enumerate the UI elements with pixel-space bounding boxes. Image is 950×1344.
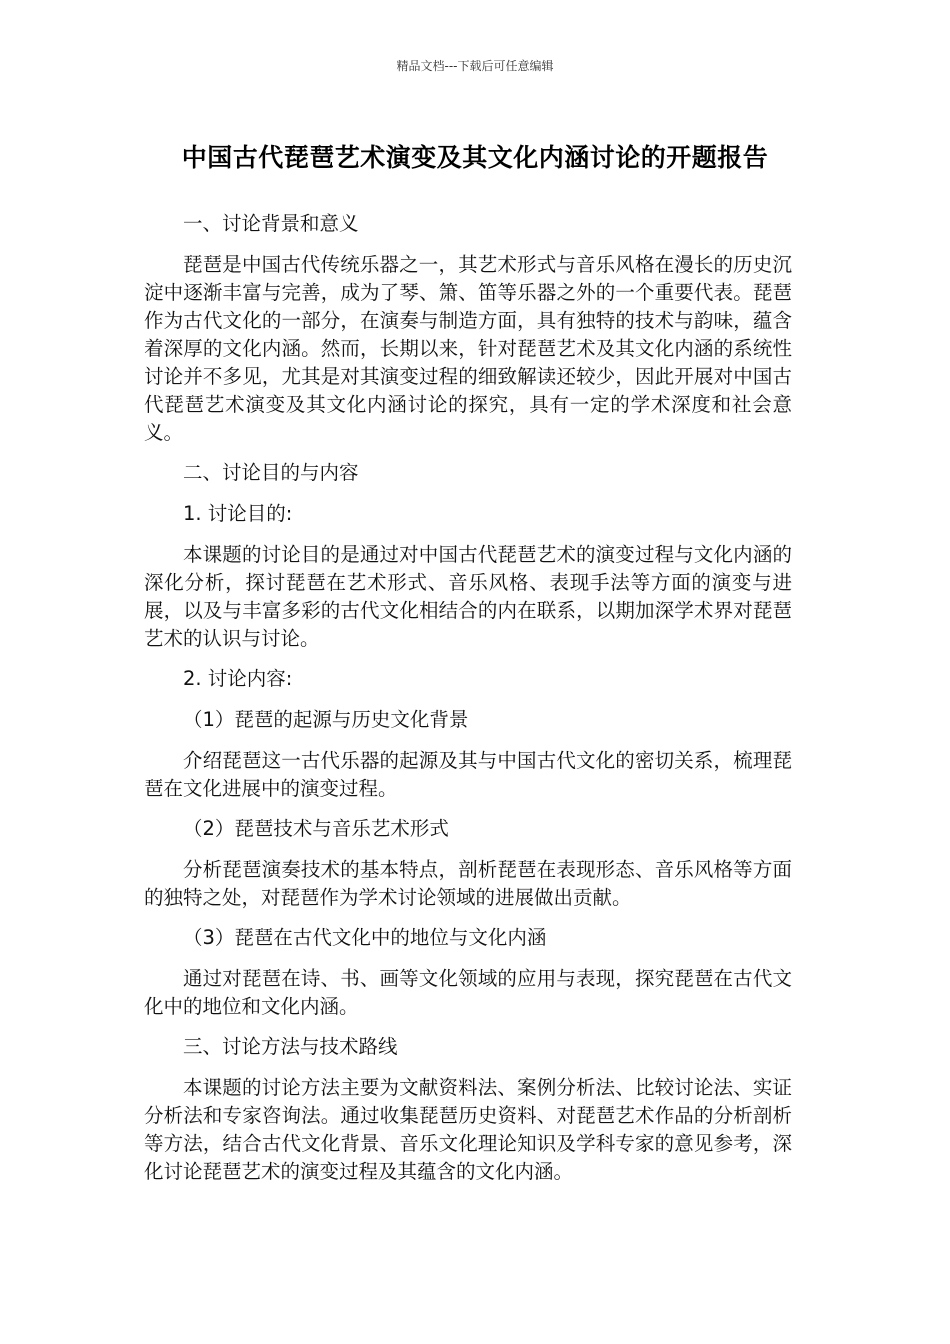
paragraph-status: 通过对琵琶在诗、书、画等文化领域的应用与表现，探究琵琶在古代文化中的地位和文化内涵。 — [144, 967, 792, 1018]
subheading-content: 2. 讨论内容: — [183, 667, 293, 690]
subheading-purpose: 1. 讨论目的: — [183, 502, 293, 525]
document-body — [144, 210, 792, 1186]
document-title: 中国古代琵琶艺术演变及其文化内涵讨论的开题报告 — [181, 143, 769, 172]
item-heading-origin: （1）琵琶的起源与历史文化背景 — [183, 708, 469, 731]
item-heading-status: （3）琵琶在古代文化中的地位与文化内涵 — [183, 926, 547, 949]
section-heading-methods: 三、讨论方法与技术路线 — [183, 1035, 398, 1058]
section-heading-background: 一、讨论背景和意义 — [183, 212, 359, 235]
section-heading-purpose-content: 二、讨论目的与内容 — [183, 461, 359, 484]
paragraph-methods: 本课题的讨论方法主要为文献资料法、案例分析法、比较讨论法、实证分析法和专家咨询法。通过收集琵琶历史资料、对琵琶艺术作品的分析剖析等方法，结合古代文化背景、音乐文化理论知识及学科专家的意见参考，深化讨论琵琶艺术的演变过程及其蕴含的文化内涵。 — [144, 1076, 792, 1183]
paragraph-technique: 分析琵琶演奏技术的基本特点，剖析琵琶在表现形态、音乐风格等方面的独特之处，对琵琶作为学术讨论领域的进展做出贡献。 — [144, 858, 792, 909]
paragraph-origin: 介绍琵琶这一古代乐器的起源及其与中国古代文化的密切关系，梳理琵琶在文化进展中的演变过程。 — [144, 749, 792, 800]
paragraph-background: 琵琶是中国古代传统乐器之一，其艺术形式与音乐风格在漫长的历史沉淀中逐渐丰富与完善，成为了琴、箫、笛等乐器之外的一个重要代表。琵琶作为古代文化的一部分，在演奏与制造方面，具有独特的技术与韵味，蕴含着深厚的文化内涵。然而，长期以来，针对琵琶艺术及其文化内涵的系统性讨论并不多见，尤其是对其演变过程的细致解读还较少，因此开展对中国古代琵琶艺术演变及其文化内涵讨论的探究，具有一定的学术深度和社会意义。 — [144, 253, 792, 444]
item-heading-technique: （2）琵琶技术与音乐艺术形式 — [183, 817, 449, 840]
paragraph-purpose: 本课题的讨论目的是通过对中国古代琵琶艺术的演变过程与文化内涵的深化分析，探讨琵琶在艺术形式、音乐风格、表现手法等方面的演变与进展，以及与丰富多彩的古代文化相结合的内在联系，以期加深学术界对琵琶艺术的认识与讨论。 — [144, 543, 792, 650]
header-note: 精品文档---下载后可任意编辑 — [396, 59, 554, 73]
